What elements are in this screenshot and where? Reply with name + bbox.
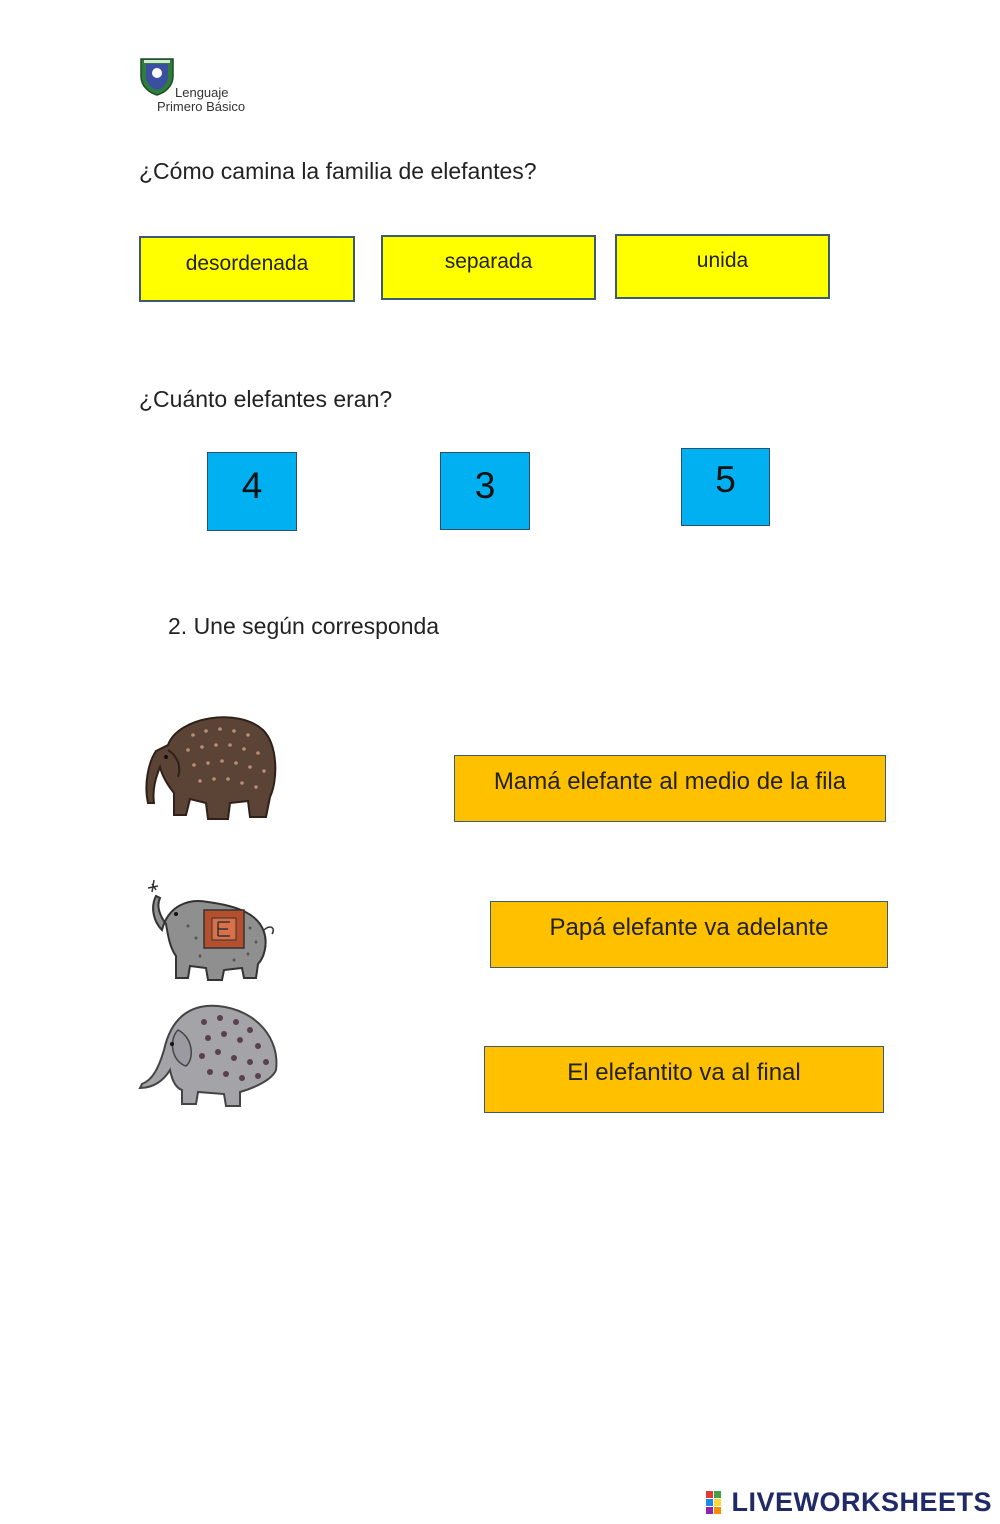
count-option-4[interactable] <box>207 452 297 531</box>
brown-elephant-image[interactable] <box>138 705 278 825</box>
match-option-mama[interactable] <box>454 755 886 822</box>
answer-option-desordenada[interactable] <box>139 236 355 302</box>
match-option-label: Mamá elefante al medio de la fila <box>493 768 847 795</box>
decorated-elephant-image[interactable] <box>138 876 278 984</box>
header-grade: Primero Básico <box>157 99 246 114</box>
matching-instruction: 2. Une según corresponda <box>168 613 440 639</box>
header-subject: Lenguaje <box>175 85 229 100</box>
liveworksheets-wordmark: LIVEWORKSHEETS <box>731 1487 992 1517</box>
school-crest-logo <box>138 56 176 96</box>
spotted-elephant-image[interactable] <box>138 1000 278 1116</box>
liveworksheets-watermark <box>705 1487 992 1518</box>
answer-option-label: unida <box>696 249 749 272</box>
liveworksheets-logo-icon <box>705 1490 731 1516</box>
count-option-label: 4 <box>241 465 263 506</box>
question-2-text: ¿Cuánto elefantes eran? <box>139 386 393 412</box>
answer-option-label: separada <box>444 250 533 273</box>
match-option-label: El elefantito va al final <box>567 1059 801 1086</box>
match-option-elefantito[interactable] <box>484 1046 884 1113</box>
count-option-3[interactable] <box>440 452 530 530</box>
count-option-label: 3 <box>474 465 496 506</box>
count-option-label: 5 <box>715 459 736 500</box>
answer-option-separada[interactable] <box>381 235 596 300</box>
match-option-label: Papá elefante va adelante <box>549 914 829 941</box>
match-option-papa[interactable] <box>490 901 888 968</box>
count-option-5[interactable] <box>681 448 770 526</box>
answer-option-unida[interactable] <box>615 234 830 299</box>
question-1-text: ¿Cómo camina la familia de elefantes? <box>139 158 537 184</box>
answer-option-label: desordenada <box>185 252 309 275</box>
